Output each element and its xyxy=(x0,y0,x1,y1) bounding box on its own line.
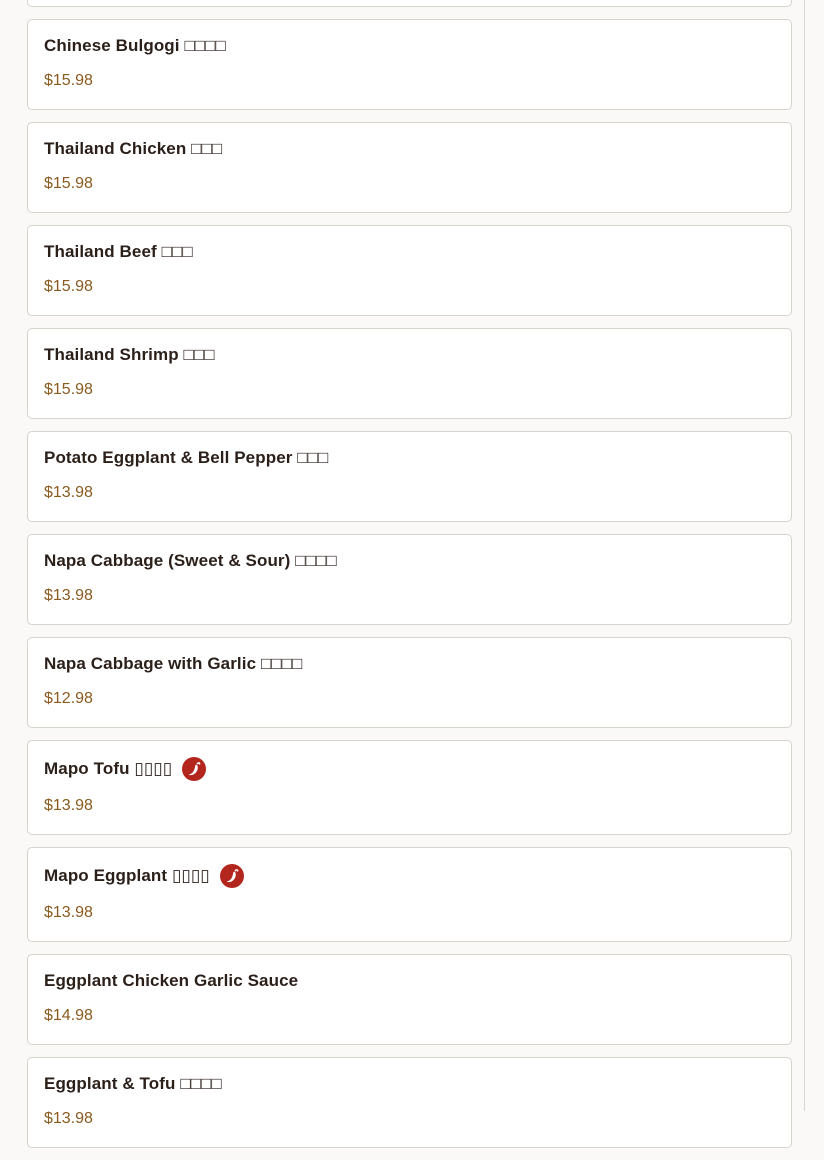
menu-item-name: Chinese Bulgogi □□□□ xyxy=(44,36,226,55)
menu-item-name: Mapo Tofu ▯▯▯▯ xyxy=(44,757,206,781)
menu-item-price: $13.98 xyxy=(44,904,93,921)
menu-item-name: Eggplant Chicken Garlic Sauce xyxy=(44,971,299,990)
menu-item-card[interactable] xyxy=(27,847,792,942)
chili-pepper-icon xyxy=(220,864,244,888)
menu-item-price: $13.98 xyxy=(44,587,93,604)
menu-item-card[interactable] xyxy=(27,954,792,1045)
menu-item-card[interactable] xyxy=(27,122,792,213)
menu-item-price: $14.98 xyxy=(44,1007,93,1024)
menu-item-card[interactable] xyxy=(27,534,792,625)
menu-item-card[interactable] xyxy=(27,637,792,728)
menu-item-price: $15.98 xyxy=(44,381,93,398)
menu-item-name: Napa Cabbage with Garlic □□□□ xyxy=(44,654,303,673)
chili-pepper-icon xyxy=(182,757,206,781)
menu-item-name: Thailand Beef □□□ xyxy=(44,242,193,261)
menu-item-price: $12.98 xyxy=(44,690,93,707)
menu-item-price: $15.98 xyxy=(44,72,93,89)
menu-item-card[interactable] xyxy=(27,0,792,7)
menu-item-price: $15.98 xyxy=(44,278,93,295)
menu-item-card[interactable] xyxy=(27,328,792,419)
menu-item-card[interactable] xyxy=(27,225,792,316)
menu-item-price: $13.98 xyxy=(44,797,93,814)
menu-item-price: $13.98 xyxy=(44,484,93,501)
menu-item-card[interactable] xyxy=(27,19,792,110)
menu-item-price: $15.98 xyxy=(44,175,93,192)
menu-item-name: Potato Eggplant & Bell Pepper □□□ xyxy=(44,448,329,467)
menu-item-price: $13.98 xyxy=(44,1110,93,1127)
menu-item-name: Mapo Eggplant ▯▯▯▯ xyxy=(44,864,244,888)
menu-item-card[interactable] xyxy=(27,431,792,522)
menu-item-list xyxy=(27,0,792,1160)
menu-item-name: Eggplant & Tofu □□□□ xyxy=(44,1074,222,1093)
menu-item-card[interactable] xyxy=(27,1057,792,1148)
menu-item-card[interactable] xyxy=(27,740,792,835)
menu-item-name: Thailand Chicken □□□ xyxy=(44,139,223,158)
menu-item-name: Thailand Shrimp □□□ xyxy=(44,345,215,364)
menu-item-name: Napa Cabbage (Sweet & Sour) □□□□ xyxy=(44,551,337,570)
